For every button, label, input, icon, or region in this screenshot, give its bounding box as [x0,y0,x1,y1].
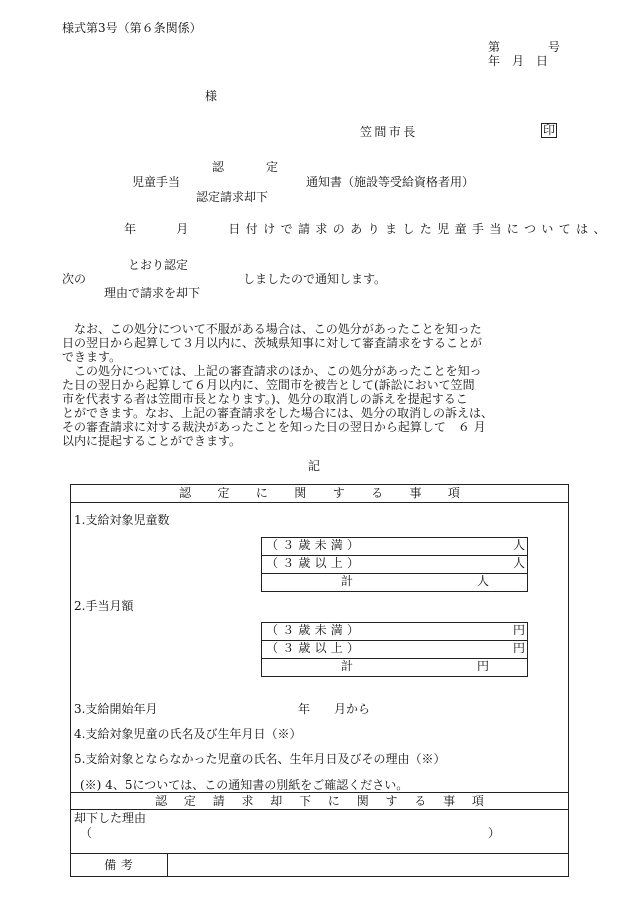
child-count-under3-unit: 人 [513,538,526,552]
child-count-total-unit: 人 [477,574,490,588]
body-line-1: 年 月 日付けで請求のありました児童手当については、 [124,222,611,236]
item-1-label: 1.支給対象児童数 [74,513,170,527]
item-2-label: 2.手当月額 [74,599,134,613]
allowance-under3-unit: 円 [513,623,526,637]
ki-heading: 記 [308,459,321,473]
form-number: 様式第3号（第６条関係） [62,21,202,35]
item-5-label: 5.支給対象とならなかった児童の氏名、生年月日及びその理由（※） [74,752,446,766]
reason-paren-close: ） [488,826,501,840]
rejection-section-header: 認定請求却下に関する事項 [155,794,501,808]
title-approve: 認 定 [212,160,285,174]
rejection-reason-label: 却下した理由 [74,811,147,825]
notice-line: とができます。なお、上記の審査請求をした場合には、処分の取消しの訴えは、 [62,406,494,420]
item-3-label: 3.支給開始年月 [74,702,158,716]
seal-mark: 印 [543,123,556,137]
child-count-under3-label: （３歳未満） [266,538,364,552]
child-count-over3-unit: 人 [513,556,526,570]
approval-section-header: 認定に関する事項 [179,486,487,500]
child-count-total-label: 計 [341,574,354,588]
child-count-over3-label: （３歳以上） [266,556,364,570]
title-reject: 認定請求却下 [196,190,269,204]
divider [167,853,168,877]
choice-approve: とおり認定 [128,258,189,272]
notice-line: なお、この処分について不服がある場合は、この処分があったことを知った [62,322,482,336]
choice-reject: 理由で請求を却下 [104,286,201,300]
allowance-total-label: 計 [341,659,354,673]
notice-line: 日の翌日から起算して３月以内に、茨城県知事に対して審査請求をすることが [62,336,483,350]
title-prefix: 児童手当 [132,175,181,189]
attachment-note: (※) 4、5については、この通知書の別紙をご確認ください。 [80,778,409,792]
allowance-total-unit: 円 [477,659,490,673]
appeal-notice [62,322,562,448]
body-continuation: しましたので通知します。 [243,272,387,286]
reason-paren-open: （ [80,826,93,840]
start-month-value: 年 月から [298,702,371,716]
remarks-label: 備考 [104,858,138,872]
addressee-suffix: 様 [205,89,218,103]
divider [70,809,569,810]
item-4-label: 4.支給対象児童の氏名及び生年月日（※） [74,727,302,741]
issue-date: 年 月 日 [488,54,549,68]
divider [70,502,569,503]
notice-line: できます。 [62,350,122,364]
notice-line: この処分については、上記の審査請求のほか、この処分があったことを知っ [62,364,482,378]
allowance-under3-label: （３歳未満） [266,623,364,637]
divider [70,792,569,793]
notice-line: その審査請求に対する裁決があったことを知った日の翌日から起算して ６ 月 [62,420,486,434]
divider [70,853,569,854]
notice-line: た日の翌日から起算して６月以内に、笠間市を被告として(訴訟において笠間 [62,378,475,392]
body-next: 次の [62,272,87,286]
title-suffix: 通知書（施設等受給資格者用） [306,175,475,189]
notice-line: 市を代表する者は笠間市長となります。)、処分の取消しの訴えを提起するこ [62,392,468,406]
document-number: 第 号 [488,40,561,54]
notice-line: 以内に提起することができます。 [62,434,242,448]
allowance-over3-unit: 円 [513,641,526,655]
issuer-name: 笠間市長 [360,125,418,139]
allowance-over3-label: （３歳以上） [266,641,364,655]
